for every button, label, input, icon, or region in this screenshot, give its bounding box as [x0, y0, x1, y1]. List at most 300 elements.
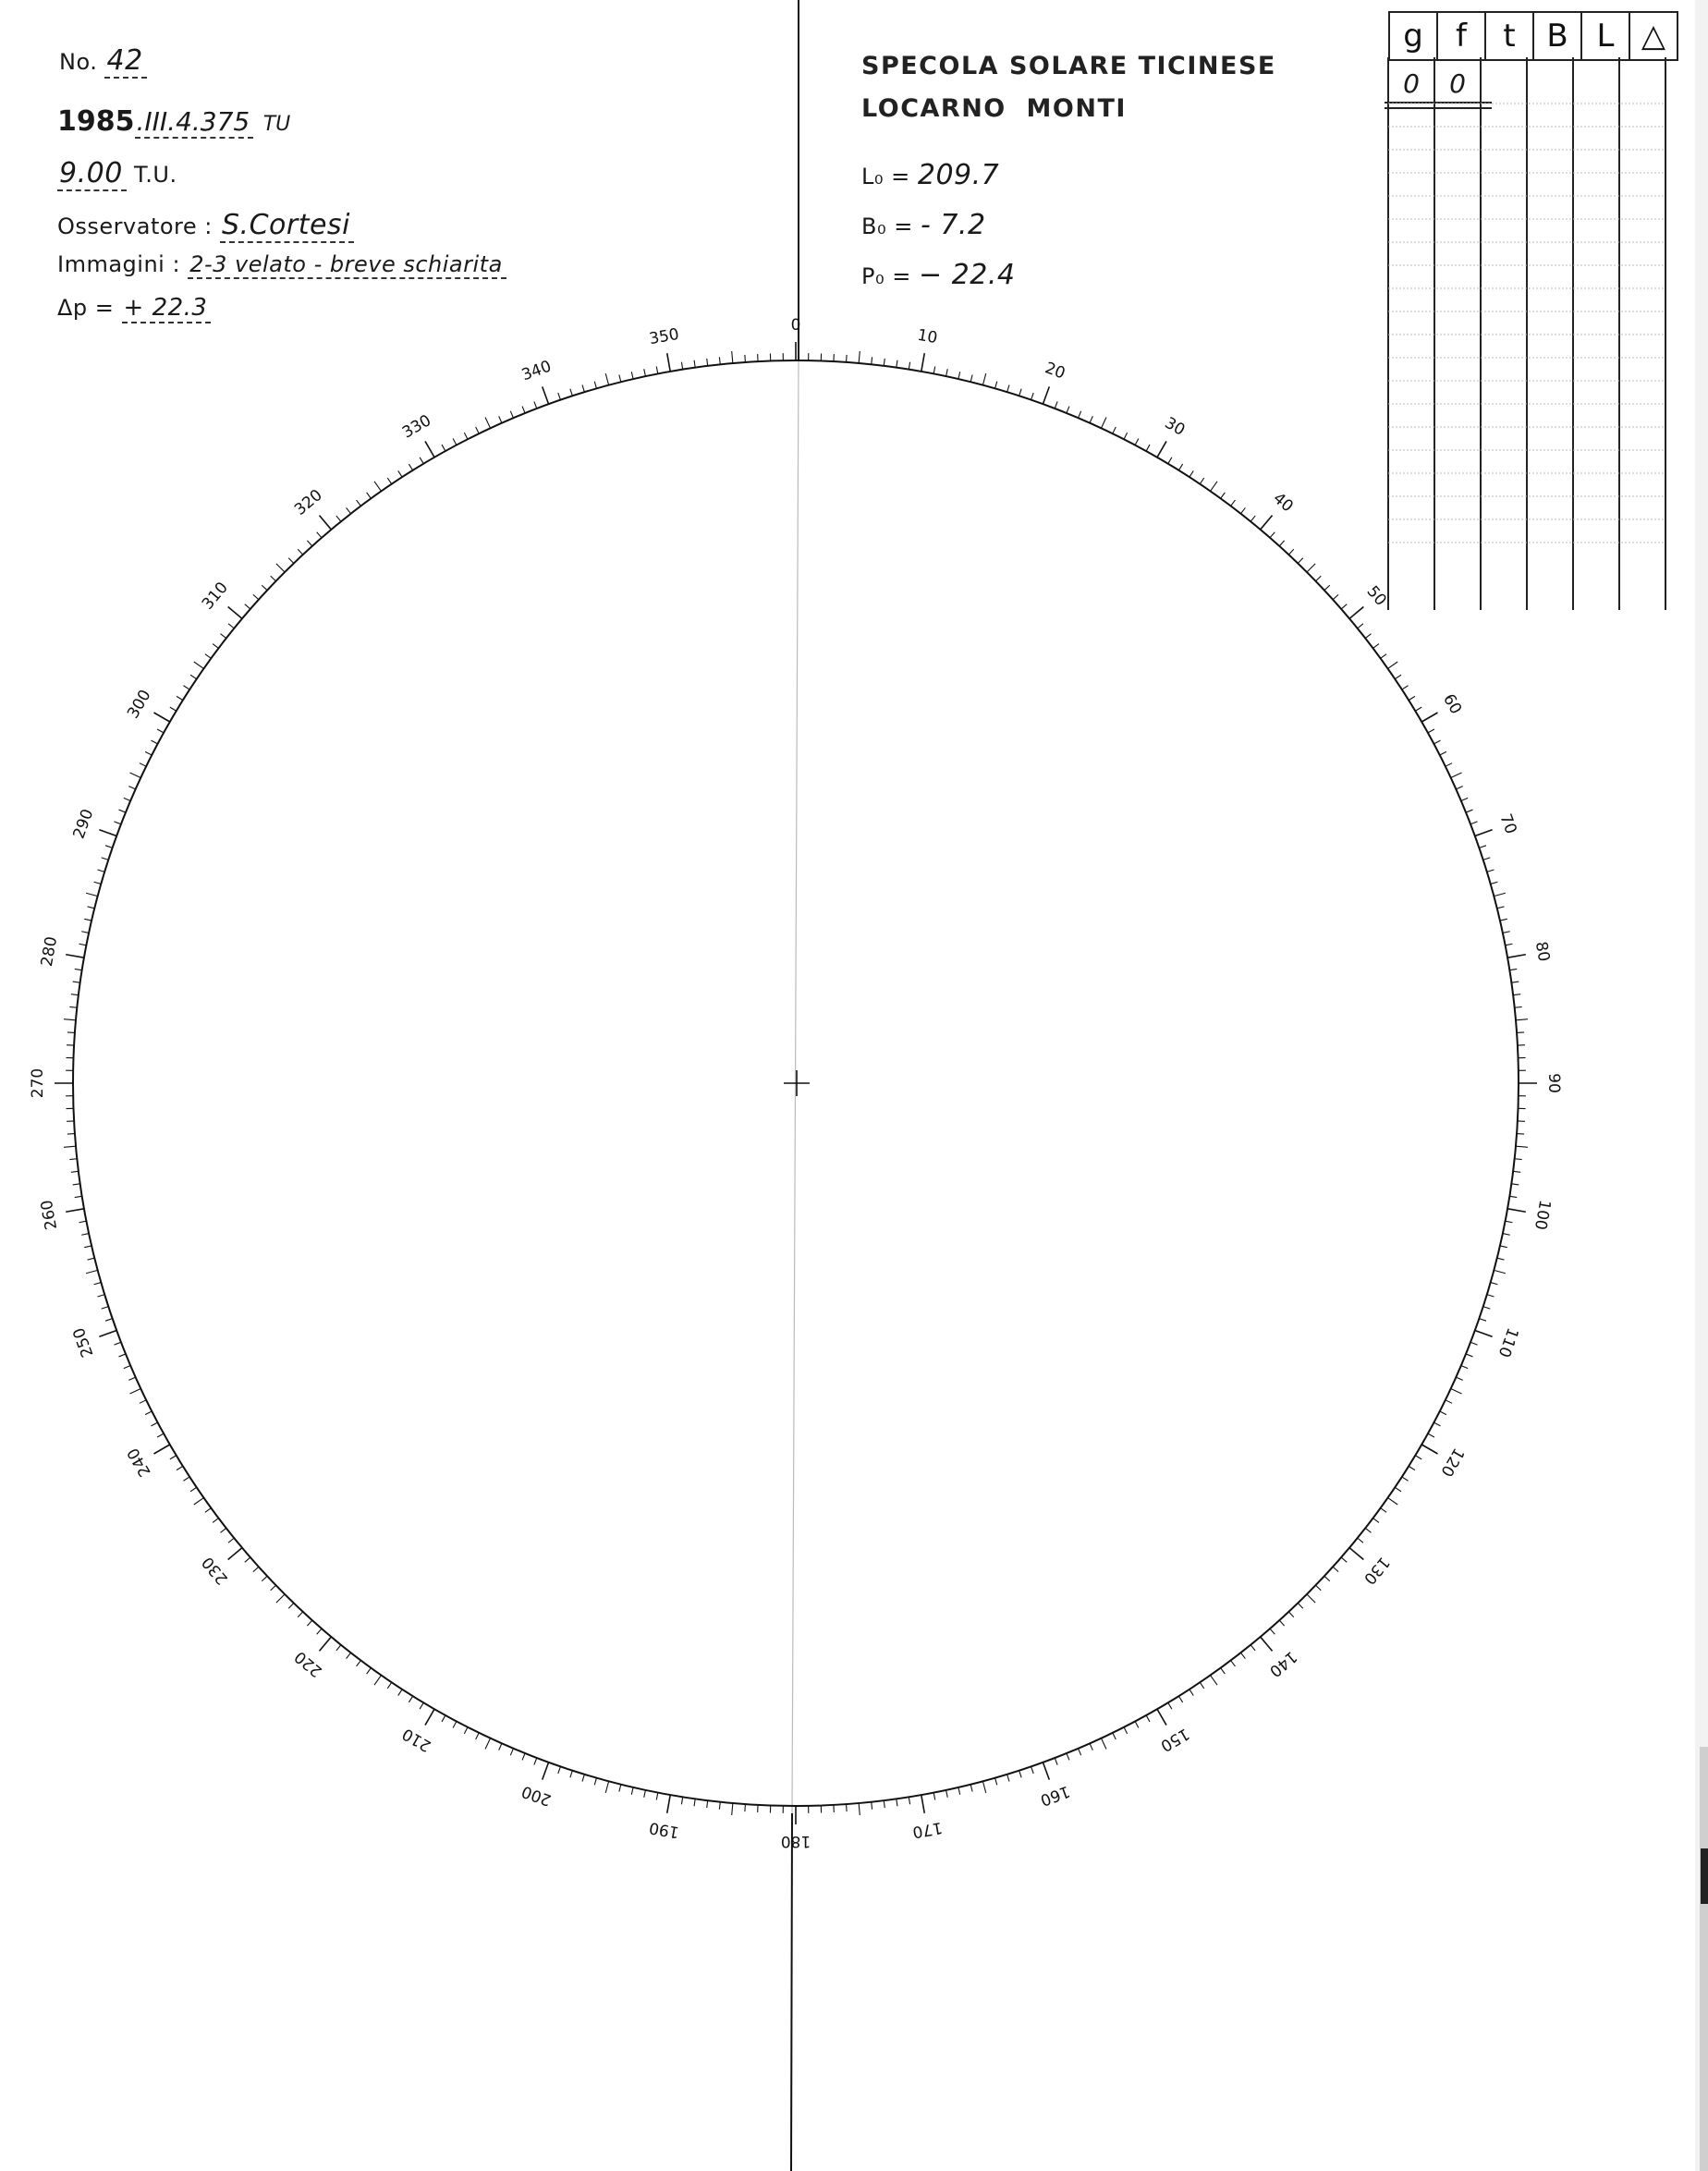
- tick-351: [681, 362, 682, 370]
- tick-29: [1146, 445, 1150, 451]
- tick-251: [105, 1319, 113, 1322]
- tick-210: [425, 1709, 434, 1725]
- header-b: B: [1533, 12, 1581, 60]
- tick-62: [1434, 740, 1440, 744]
- tick-71: [1479, 846, 1486, 848]
- tick-105: [1494, 1270, 1506, 1273]
- tick-352: [694, 360, 695, 368]
- degree-label-230: 230: [198, 1553, 232, 1588]
- tick-153: [1124, 1727, 1128, 1734]
- tick-65: [1451, 773, 1462, 777]
- tick-64: [1446, 763, 1452, 767]
- tick-335: [485, 417, 490, 428]
- tick-280: [66, 955, 84, 957]
- tick-189: [681, 1797, 682, 1804]
- tick-151: [1146, 1715, 1150, 1722]
- tick-337: [510, 411, 513, 418]
- tick-128: [1365, 1528, 1371, 1532]
- tick-72: [1483, 858, 1491, 860]
- tick-243: [145, 1411, 152, 1415]
- tick-309: [228, 624, 234, 628]
- tick-81: [1509, 969, 1517, 970]
- tick-345: [605, 373, 608, 385]
- tick-11: [933, 367, 935, 374]
- tick-212: [409, 1696, 412, 1702]
- tick-214: [387, 1682, 391, 1689]
- tick-202: [522, 1753, 525, 1760]
- tick-199: [558, 1766, 561, 1774]
- tick-326: [387, 478, 391, 484]
- tick-147: [1190, 1689, 1193, 1696]
- tick-192: [644, 1790, 646, 1798]
- tick-322: [347, 507, 351, 513]
- tick-224: [288, 1604, 294, 1609]
- degree-label-50: 50: [1362, 582, 1390, 610]
- tick-140: [1261, 1637, 1273, 1651]
- degree-label-300: 300: [124, 686, 155, 723]
- tick-307: [213, 644, 218, 649]
- number-value: 42: [104, 44, 146, 79]
- tick-348: [644, 369, 646, 376]
- tick-185: [732, 1803, 733, 1815]
- tick-139: [1270, 1628, 1275, 1634]
- tick-190: [667, 1795, 670, 1813]
- tick-217: [357, 1661, 361, 1666]
- tick-184: [745, 1804, 746, 1811]
- tick-220: [319, 1637, 331, 1651]
- tick-156: [1090, 1743, 1092, 1750]
- center-cross: [784, 1070, 810, 1096]
- tick-20: [1043, 386, 1049, 404]
- degree-label-170: 170: [910, 1817, 945, 1842]
- degree-label-140: 140: [1265, 1647, 1300, 1681]
- tick-149: [1168, 1702, 1172, 1709]
- tick-300: [153, 713, 169, 722]
- tick-36: [1221, 493, 1226, 498]
- tick-47: [1324, 585, 1330, 590]
- tick-148: [1178, 1696, 1182, 1702]
- tick-73: [1487, 870, 1494, 872]
- tick-208: [453, 1721, 457, 1727]
- number-label: No.: [59, 49, 98, 75]
- tick-52: [1365, 634, 1371, 639]
- tick-237: [183, 1477, 189, 1481]
- degree-label-260: 260: [37, 1198, 62, 1232]
- date-year: 1985: [57, 105, 135, 138]
- tick-103: [1500, 1246, 1507, 1248]
- tick-279: [75, 969, 82, 970]
- tick-333: [464, 433, 468, 439]
- tick-46: [1316, 576, 1322, 581]
- tick-84: [1515, 1006, 1522, 1007]
- tick-194: [619, 1785, 621, 1792]
- tick-164: [995, 1778, 997, 1786]
- tick-67: [1461, 798, 1468, 800]
- dp-value: + 22.3: [122, 294, 212, 323]
- tick-169: [933, 1793, 935, 1800]
- tick-37: [1231, 500, 1236, 506]
- tick-257: [84, 1246, 92, 1248]
- tick-213: [398, 1689, 402, 1696]
- tick-241: [157, 1433, 164, 1437]
- axis-line-inner: [792, 360, 799, 1813]
- tick-166: [970, 1785, 972, 1792]
- tick-145: [1211, 1676, 1217, 1686]
- degree-label-250: 250: [69, 1324, 98, 1360]
- degree-label-90: 90: [1544, 1073, 1563, 1093]
- tick-204: [499, 1743, 502, 1750]
- tick-137: [1288, 1612, 1293, 1617]
- tick-97: [1513, 1171, 1520, 1172]
- tick-311: [245, 604, 250, 609]
- tick-233: [213, 1518, 218, 1523]
- tick-143: [1231, 1661, 1236, 1666]
- tick-327: [398, 470, 402, 477]
- tick-83: [1513, 994, 1520, 995]
- tick-258: [81, 1234, 89, 1236]
- tick-353: [707, 359, 708, 366]
- tick-54: [1381, 654, 1386, 659]
- tick-323: [357, 500, 361, 506]
- tick-306: [205, 654, 211, 659]
- p0-label: P₀ =: [861, 263, 911, 289]
- tick-218: [347, 1653, 351, 1658]
- tick-106: [1491, 1283, 1498, 1285]
- tick-297: [145, 751, 152, 755]
- tick-28: [1135, 438, 1139, 445]
- tick-78: [1503, 932, 1510, 933]
- tick-246: [128, 1377, 135, 1380]
- observer-value: S.Cortesi: [220, 209, 354, 243]
- tick-16: [995, 382, 997, 389]
- tick-226: [271, 1585, 276, 1591]
- tick-238: [177, 1466, 183, 1470]
- degree-label-30: 30: [1161, 413, 1189, 440]
- degree-label-110: 110: [1494, 1324, 1522, 1360]
- tick-38: [1240, 507, 1245, 513]
- date-suffix: TU: [262, 113, 291, 136]
- tick-157: [1079, 1749, 1081, 1755]
- value-f: 0: [1449, 68, 1466, 99]
- tick-295: [129, 773, 140, 777]
- tick-234: [205, 1508, 211, 1513]
- tick-115: [1451, 1388, 1462, 1393]
- tick-215: [374, 1676, 381, 1686]
- tick-135: [1307, 1594, 1315, 1603]
- tick-331: [442, 445, 445, 451]
- tick-350: [667, 353, 670, 372]
- tick-44: [1298, 558, 1303, 564]
- observatory-location: LOCARNO MONTI: [861, 94, 1127, 123]
- tick-50: [1349, 606, 1363, 618]
- tick-230: [228, 1548, 242, 1560]
- degree-label-320: 320: [291, 485, 326, 519]
- tick-354: [719, 357, 720, 364]
- tick-252: [102, 1307, 109, 1309]
- degree-label-310: 310: [198, 579, 232, 614]
- tick-108: [1483, 1307, 1491, 1309]
- tick-110: [1475, 1330, 1493, 1336]
- tick-265: [64, 1146, 76, 1147]
- tick-19: [1031, 393, 1034, 400]
- tick-161: [1031, 1766, 1034, 1774]
- tick-339: [534, 401, 537, 408]
- tick-259: [79, 1221, 87, 1223]
- tick-196: [594, 1778, 596, 1786]
- p0-value: − 22.4: [918, 259, 1016, 291]
- l0-label: L₀ =: [861, 164, 910, 189]
- tick-127: [1373, 1518, 1379, 1523]
- tick-45: [1307, 564, 1315, 572]
- tick-245: [129, 1388, 140, 1393]
- tick-346: [619, 374, 621, 382]
- degree-label-130: 130: [1360, 1553, 1394, 1588]
- tick-80: [1507, 955, 1526, 957]
- tick-296: [140, 763, 146, 767]
- tick-299: [157, 729, 164, 733]
- tick-262: [73, 1184, 80, 1185]
- tick-101: [1506, 1221, 1513, 1223]
- tick-239: [170, 1456, 177, 1459]
- value-g: 0: [1403, 68, 1420, 99]
- tick-116: [1446, 1400, 1452, 1404]
- tick-112: [1466, 1354, 1472, 1357]
- time-unit: T.U.: [133, 162, 177, 188]
- images-label: Immagini :: [57, 251, 181, 277]
- tick-125: [1388, 1498, 1398, 1505]
- tick-121: [1415, 1456, 1421, 1459]
- header-g: g: [1389, 12, 1437, 60]
- tick-107: [1487, 1295, 1494, 1297]
- tick-136: [1298, 1604, 1303, 1609]
- degree-label-40: 40: [1269, 489, 1297, 517]
- tick-138: [1279, 1620, 1284, 1626]
- tick-53: [1373, 644, 1379, 649]
- tick-263: [71, 1171, 79, 1172]
- tick-286: [94, 882, 102, 884]
- tick-209: [442, 1715, 445, 1722]
- tick-298: [151, 740, 157, 744]
- l0-value: 209.7: [917, 159, 1000, 191]
- tick-312: [253, 594, 259, 599]
- tick-14: [970, 374, 972, 382]
- degree-label-100: 100: [1530, 1198, 1555, 1232]
- tick-201: [534, 1758, 537, 1764]
- tick-34: [1200, 478, 1203, 484]
- tick-170: [921, 1795, 924, 1813]
- tick-313: [262, 585, 267, 590]
- tick-39: [1250, 516, 1255, 521]
- tick-146: [1200, 1682, 1203, 1689]
- tick-305: [194, 662, 204, 668]
- tick-315: [276, 564, 285, 572]
- tick-129: [1358, 1538, 1363, 1543]
- tick-59: [1415, 707, 1421, 711]
- tick-66: [1456, 787, 1462, 789]
- tick-240: [153, 1445, 169, 1454]
- tick-340: [543, 386, 549, 404]
- tick-261: [75, 1196, 82, 1197]
- tick-249: [114, 1342, 120, 1345]
- tick-61: [1428, 729, 1434, 733]
- tick-244: [140, 1400, 146, 1404]
- tick-51: [1358, 624, 1363, 628]
- tick-195: [605, 1781, 608, 1793]
- tick-118: [1434, 1422, 1440, 1426]
- tick-266: [67, 1134, 75, 1135]
- tick-94: [1517, 1134, 1524, 1135]
- tick-318: [307, 541, 311, 546]
- degree-label-340: 340: [518, 357, 555, 385]
- header-f: f: [1437, 12, 1485, 60]
- tick-144: [1221, 1668, 1226, 1674]
- tick-30: [1157, 441, 1166, 457]
- tick-198: [570, 1771, 572, 1778]
- tick-122: [1409, 1466, 1415, 1470]
- tick-155: [1101, 1738, 1105, 1750]
- tick-232: [220, 1528, 226, 1532]
- tick-76: [1497, 907, 1505, 909]
- tick-304: [190, 675, 197, 678]
- tick-58: [1409, 696, 1415, 700]
- tick-236: [190, 1487, 197, 1491]
- tick-324: [367, 493, 372, 498]
- tick-130: [1349, 1548, 1363, 1560]
- tick-49: [1341, 604, 1347, 609]
- tick-255: [86, 1270, 98, 1273]
- tick-15: [982, 373, 985, 385]
- tick-42: [1279, 541, 1284, 546]
- tick-187: [707, 1800, 708, 1808]
- images-value: 2-3 velato - breve schiarita: [188, 251, 506, 279]
- tick-120: [1421, 1445, 1437, 1454]
- tick-334: [476, 427, 480, 433]
- tick-98: [1511, 1184, 1519, 1185]
- tick-141: [1250, 1645, 1255, 1651]
- degree-label-220: 220: [291, 1647, 326, 1681]
- tick-150: [1157, 1709, 1166, 1725]
- tick-31: [1168, 457, 1172, 464]
- tick-69: [1470, 822, 1477, 824]
- tick-158: [1067, 1753, 1069, 1760]
- axis-line-bottom: [791, 1813, 792, 2171]
- tick-211: [420, 1702, 423, 1709]
- tick-303: [183, 686, 189, 689]
- tick-191: [656, 1793, 658, 1800]
- tick-264: [69, 1159, 77, 1160]
- tick-302: [177, 696, 183, 700]
- tick-207: [464, 1727, 468, 1734]
- tick-291: [114, 822, 120, 824]
- tick-160: [1043, 1762, 1049, 1780]
- header-t: t: [1485, 12, 1533, 60]
- tick-70: [1475, 830, 1493, 836]
- tick-319: [317, 532, 322, 538]
- tick-22: [1067, 407, 1069, 413]
- tick-338: [522, 407, 525, 413]
- tick-117: [1440, 1411, 1446, 1415]
- tick-356: [745, 355, 746, 362]
- tick-347: [631, 372, 633, 379]
- tick-242: [151, 1422, 157, 1426]
- tick-253: [98, 1295, 105, 1297]
- tick-123: [1402, 1477, 1409, 1481]
- tick-68: [1466, 810, 1472, 812]
- tick-328: [409, 464, 412, 470]
- tick-285: [86, 893, 98, 896]
- tick-154: [1113, 1733, 1116, 1739]
- tick-231: [228, 1538, 234, 1543]
- tick-5: [859, 351, 860, 363]
- tick-197: [582, 1775, 584, 1782]
- tick-131: [1341, 1557, 1347, 1562]
- tick-310: [228, 606, 242, 618]
- tick-332: [453, 438, 457, 445]
- tick-277: [71, 994, 79, 995]
- tick-287: [98, 870, 105, 872]
- tick-102: [1503, 1234, 1510, 1236]
- tick-119: [1428, 1433, 1434, 1437]
- degree-label-240: 240: [124, 1444, 155, 1481]
- tick-276: [69, 1006, 77, 1007]
- tick-27: [1124, 433, 1128, 439]
- tick-293: [124, 798, 130, 800]
- degree-label-120: 120: [1436, 1444, 1468, 1481]
- tick-206: [476, 1733, 480, 1739]
- count-table-grid: [1388, 57, 1665, 610]
- tick-283: [84, 919, 92, 921]
- tick-12: [946, 369, 948, 376]
- tick-221: [317, 1628, 322, 1634]
- tick-109: [1479, 1319, 1486, 1322]
- tick-63: [1440, 751, 1446, 755]
- tick-292: [119, 810, 126, 812]
- tick-186: [719, 1802, 720, 1810]
- tick-56: [1395, 675, 1401, 678]
- tick-223: [298, 1612, 302, 1617]
- tick-113: [1461, 1366, 1468, 1369]
- tick-95: [1516, 1146, 1528, 1147]
- tick-288: [102, 858, 109, 860]
- tick-167: [958, 1787, 960, 1795]
- tick-317: [298, 549, 302, 555]
- header-l: L: [1581, 12, 1629, 60]
- tick-330: [425, 441, 434, 457]
- tick-40: [1261, 516, 1273, 530]
- tick-163: [1007, 1775, 1009, 1782]
- tick-4: [847, 355, 848, 362]
- tick-96: [1515, 1159, 1522, 1160]
- degree-label-10: 10: [915, 325, 939, 348]
- tick-114: [1456, 1377, 1462, 1380]
- tick-321: [336, 516, 341, 521]
- tick-274: [67, 1032, 75, 1033]
- b0-label: B₀ =: [861, 213, 913, 239]
- dp-label: Δp =: [57, 295, 115, 321]
- tick-17: [1007, 385, 1009, 393]
- tick-344: [594, 382, 596, 389]
- tick-100: [1507, 1209, 1526, 1212]
- tick-79: [1506, 944, 1513, 945]
- degree-label-270: 270: [29, 1067, 47, 1099]
- tick-200: [543, 1762, 549, 1780]
- date-value: .III.4.375: [135, 106, 254, 139]
- degree-label-150: 150: [1156, 1724, 1193, 1755]
- tick-32: [1178, 464, 1182, 470]
- tick-41: [1270, 532, 1275, 538]
- tick-26: [1113, 427, 1116, 433]
- tick-124: [1395, 1487, 1401, 1491]
